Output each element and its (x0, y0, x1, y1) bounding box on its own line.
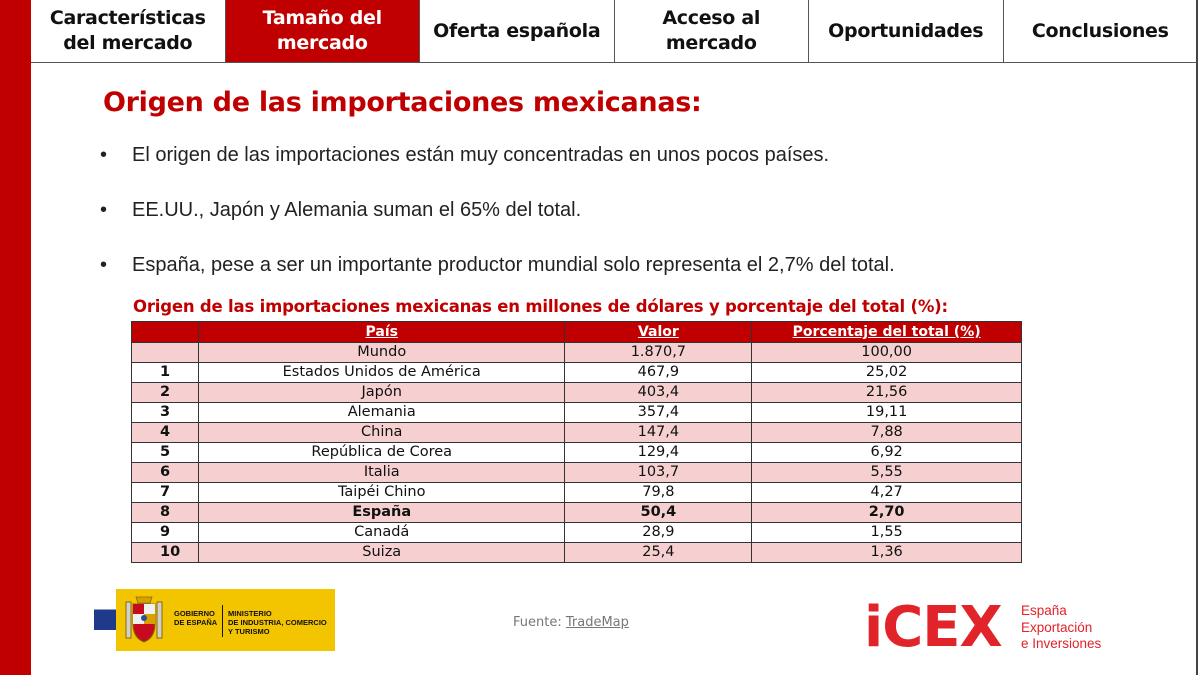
cell-valor: 357,4 (565, 403, 752, 423)
source-note (513, 615, 629, 630)
table-row (132, 343, 1022, 363)
cell-rank: 10 (132, 543, 199, 563)
cell-pais: República de Corea (198, 443, 565, 463)
cell-pais: Suiza (198, 543, 565, 563)
cell-rank: 2 (132, 383, 199, 403)
source-label: Fuente: (513, 615, 566, 630)
cell-pais: Alemania (198, 403, 565, 423)
cell-porcentaje: 1,55 (752, 523, 1022, 543)
cell-rank: 3 (132, 403, 199, 423)
icex-tagline-line: Exportación (1021, 619, 1093, 635)
cell-porcentaje: 1,36 (752, 543, 1022, 563)
icex-tagline-line: España (1021, 603, 1067, 618)
cell-pais: China (198, 423, 565, 443)
tab-oportunidades[interactable]: Oportunidades (809, 0, 1004, 62)
table-row (132, 423, 1022, 443)
tab-acceso[interactable]: Acceso al mercado (615, 0, 810, 62)
cell-porcentaje: 25,02 (752, 363, 1022, 383)
bullet-item (100, 144, 895, 199)
cell-rank: 8 (132, 503, 199, 523)
cell-valor: 79,8 (565, 483, 752, 503)
icex-logo: iCEX (864, 595, 1002, 660)
gobierno-espana-logo (94, 589, 335, 651)
eu-flag-stripe (94, 589, 116, 651)
table-row (132, 463, 1022, 483)
table-row (132, 363, 1022, 383)
table-header-row (132, 322, 1022, 343)
cell-pais: Taipéi Chino (198, 483, 565, 503)
cell-pais: Italia (198, 463, 565, 483)
tab-conclusiones[interactable]: Conclusiones (1031, 19, 1169, 42)
table-title: Origen de las importaciones mexicanas en millones de dólares y porcentaje del total (%): (133, 297, 948, 316)
cell-porcentaje: 5,55 (752, 463, 1022, 483)
cell-valor: 147,4 (565, 423, 752, 443)
cell-rank (132, 343, 199, 363)
imports-table (131, 321, 1022, 563)
cell-rank: 6 (132, 463, 199, 483)
cell-rank: 5 (132, 443, 199, 463)
table-row (132, 403, 1022, 423)
header-valor: Valor (565, 322, 752, 343)
page-title: Origen de las importaciones mexicanas: (103, 87, 702, 118)
cell-rank: 7 (132, 483, 199, 503)
cell-porcentaje: 19,11 (752, 403, 1022, 423)
cell-rank: 9 (132, 523, 199, 543)
cell-porcentaje: 6,92 (752, 443, 1022, 463)
header-pais: País (198, 322, 565, 343)
header-rank (132, 322, 199, 343)
coat-of-arms-icon (122, 594, 166, 646)
cell-pais: España (198, 503, 565, 523)
table-row (132, 443, 1022, 463)
table-row (132, 523, 1022, 543)
icex-tagline-line: e Inversiones (1021, 636, 1102, 651)
cell-valor: 50,4 (565, 503, 752, 523)
bullet-text: España, pese a ser un importante productor mundial solo representa el 2,7% del total. (132, 254, 895, 276)
bullet-text: EE.UU., Japón y Alemania suman el 65% del total. (132, 199, 582, 221)
bullet-text: El origen de las importaciones están muy concentradas en unos pocos países. (132, 144, 830, 166)
cell-porcentaje: 2,70 (752, 503, 1022, 523)
cell-porcentaje: 4,27 (752, 483, 1022, 503)
cell-pais: Mundo (198, 343, 565, 363)
cell-valor: 25,4 (565, 543, 752, 563)
tab-tamano[interactable]: Tamaño del mercado (226, 0, 421, 62)
bullet-item (100, 199, 895, 254)
cell-porcentaje: 100,00 (752, 343, 1022, 363)
cell-valor: 403,4 (565, 383, 752, 403)
cell-rank: 1 (132, 363, 199, 383)
cell-valor: 1.870,7 (565, 343, 752, 363)
table-row-highlight (132, 503, 1022, 523)
bullet-dot: • (100, 144, 108, 166)
cell-valor: 129,4 (565, 443, 752, 463)
bullet-dot: • (100, 199, 108, 221)
tab-oferta[interactable]: Oferta española (420, 0, 615, 62)
header-porcentaje: Porcentaje del total (%) (752, 322, 1022, 343)
cell-porcentaje: 7,88 (752, 423, 1022, 443)
bullet-dot: • (100, 254, 108, 276)
right-border-line (1196, 0, 1198, 675)
cell-valor: 28,9 (565, 523, 752, 543)
table-row (132, 543, 1022, 563)
cell-valor: 467,9 (565, 363, 752, 383)
bullet-list (100, 144, 895, 309)
table-row (132, 383, 1022, 403)
trademap-link[interactable]: TradeMap (565, 615, 629, 630)
cell-rank: 4 (132, 423, 199, 443)
cell-pais: Canadá (198, 523, 565, 543)
cell-pais: Japón (198, 383, 565, 403)
icex-tagline (1021, 603, 1101, 653)
tab-caracteristicas[interactable]: Características del mercado (31, 0, 226, 62)
cell-pais: Estados Unidos de América (198, 363, 565, 383)
logo-divider (222, 605, 223, 637)
table-row (132, 483, 1022, 503)
cell-valor: 103,7 (565, 463, 752, 483)
ministry-text: MINISTERIO DE INDUSTRIA, COMERCIO Y TURISMO (228, 609, 327, 636)
left-accent-bar (0, 0, 31, 675)
section-nav (31, 0, 1197, 63)
gov-text: GOBIERNO DE ESPAÑA (174, 609, 218, 627)
cell-porcentaje: 21,56 (752, 383, 1022, 403)
